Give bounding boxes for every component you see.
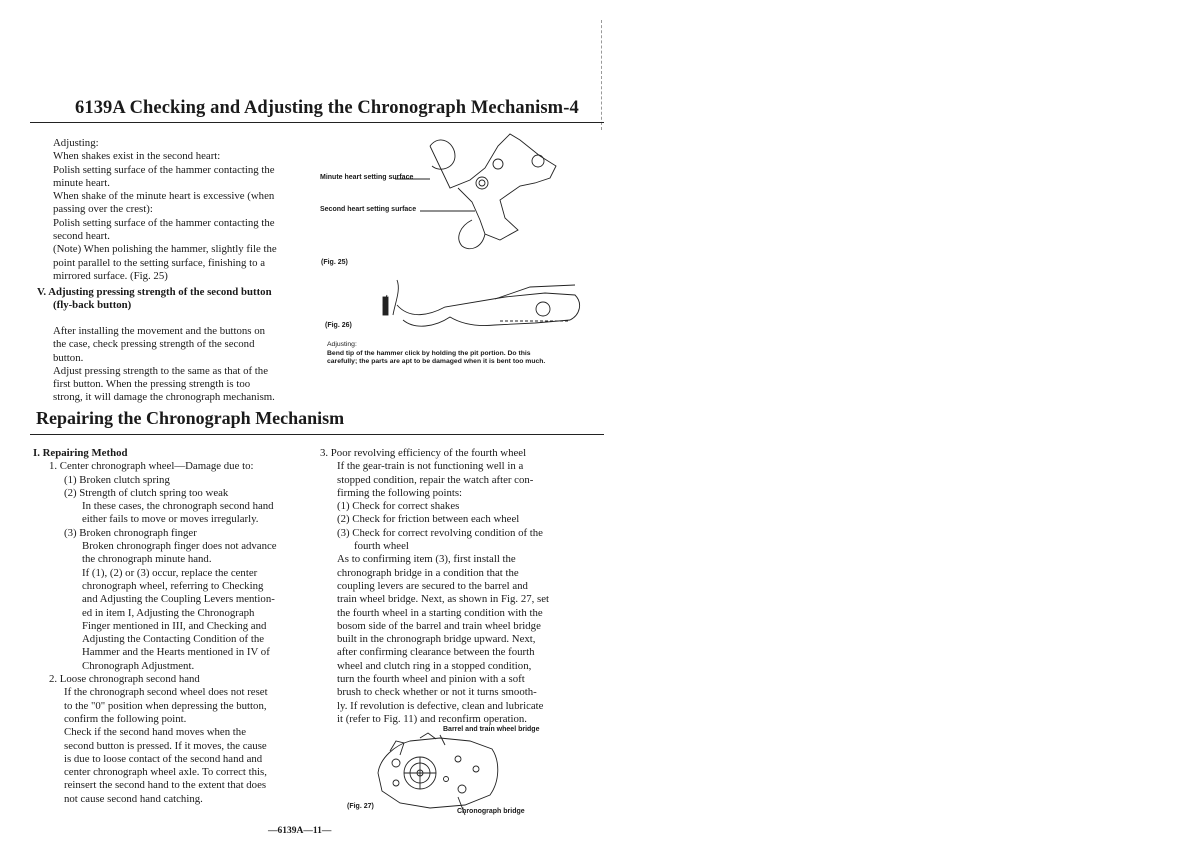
fig25-second-leader [420, 208, 480, 214]
fig26-caption: (Fig. 26) [325, 322, 352, 329]
adjusting-block [53, 137, 277, 283]
fig26-note-line: Adjusting: [327, 341, 357, 348]
left-line: not cause second hand catching. [64, 792, 203, 805]
adjusting-line: point parallel to the setting surface, finishing to a [53, 256, 265, 269]
left-line: In these cases, the chronograph second hand [82, 500, 274, 513]
fig25-minute-label: Minute heart setting surface [320, 174, 414, 181]
section-v-line: strong, it will damage the chronograph mechanism. [53, 391, 275, 404]
fig27-caption: (Fig. 27) [347, 803, 374, 810]
left-line: chronograph wheel, referring to Checking [82, 579, 264, 592]
left-line: Adjusting the Contacting Condition of the [82, 633, 265, 646]
repairing-heading: Repairing the Chronograph Mechanism [36, 408, 345, 428]
adjusting-line: When shakes exist in the second heart: [53, 150, 221, 163]
right-line: train wheel bridge. Next, as shown in Fig. 27, set [337, 593, 550, 606]
fig27-bottom-label: Chronograph bridge [457, 808, 525, 815]
left-line: the chronograph minute hand. [82, 553, 212, 566]
left-line: If (1), (2) or (3) occur, replace the center [82, 566, 258, 579]
left-line: and Adjusting the Coupling Levers mention- [82, 593, 275, 606]
right-line: firming the following points: [337, 486, 463, 499]
right-line: (1) Check for correct shakes [337, 500, 460, 513]
adjusting-line: Adjusting: [53, 137, 99, 149]
section-v-heading-line2: (fly-back button) [53, 299, 132, 312]
section-v-line: After installing the movement and the buttons on [53, 325, 265, 337]
fig26-note-line: carefully; the parts are apt to be damaged when it is bent too much. [327, 358, 546, 366]
right-line: turn the fourth wheel and pinion with a soft [337, 673, 525, 686]
left-line: Hammer and the Hearts mentioned in IV of [82, 646, 270, 659]
section-v-line: the case, check pressing strength of the second [53, 338, 255, 351]
fold-line [601, 20, 602, 130]
left-line: second button is pressed. If it moves, the cause [64, 739, 267, 752]
section-v-heading-line1: V. Adjusting pressing strength of the second button [37, 286, 272, 298]
left-line: 2. Loose chronograph second hand [49, 673, 200, 686]
left-line: (3) Broken chronograph finger [64, 526, 197, 539]
left-line: ed in item I, Adjusting the Chronograph [82, 606, 255, 619]
right-line: the fourth wheel in a starting condition with the [337, 606, 543, 619]
fig26-adjusting-note [327, 341, 545, 367]
left-line: confirm the following point. [64, 712, 187, 725]
left-line: Chronograph Adjustment. [82, 659, 195, 672]
right-line: (2) Check for friction between each wheel [337, 513, 520, 526]
fig27-top-label: Barrel and train wheel bridge [443, 726, 540, 733]
right-line: stopped condition, repair the watch after con- [337, 473, 534, 486]
repairing-right-column [320, 447, 549, 726]
left-line: Finger mentioned in III, and Checking and [82, 619, 267, 632]
left-line: Broken chronograph finger does not advance [82, 540, 277, 553]
right-line: 3. Poor revolving efficiency of the fourth wheel [320, 447, 527, 459]
right-line: If the gear-train is not functioning well in a [337, 460, 524, 473]
adjusting-line: When shake of the minute heart is excessive (when [53, 190, 275, 203]
adjusting-line: (Note) When polishing the hammer, slightly file the [53, 243, 277, 256]
left-line: (1) Broken clutch spring [64, 473, 170, 486]
section-v-body [53, 325, 275, 405]
left-line: is due to loose contact of the second hand and [64, 752, 263, 765]
right-line: ly. If revolution is defective, clean and lubricate [337, 699, 544, 712]
repairing-rule [30, 434, 604, 435]
right-line: brush to check whether or not it turns smooth- [337, 686, 537, 699]
right-line: (3) Check for correct revolving condition of the [337, 526, 543, 539]
left-line: center chronograph wheel axle. To correct this, [64, 766, 267, 779]
adjusting-line: second heart. [53, 230, 110, 243]
left-line: (2) Strength of clutch spring too weak [64, 486, 229, 499]
left-line: Check if the second hand moves when the [64, 726, 246, 739]
section-v-heading [37, 286, 272, 313]
right-line: bosom side of the barrel and train wheel bridge [337, 619, 541, 632]
right-line: As to confirming item (3), first install the [337, 553, 516, 566]
title-rule [30, 122, 604, 123]
left-line: either fails to move or moves irregularly. [82, 513, 259, 526]
page-title: 6139A Checking and Adjusting the Chronograph Mechanism-4 [75, 98, 579, 118]
left-line: 1. Center chronograph wheel—Damage due to: [49, 460, 254, 473]
right-line: wheel and clutch ring in a stopped condition, [337, 659, 532, 672]
right-line: coupling levers are secured to the barrel and [337, 579, 528, 592]
right-line: built in the chronograph bridge upward. Next, [337, 633, 536, 646]
fig25-second-label: Second heart setting surface [320, 206, 417, 213]
section-v-line: button. [53, 351, 84, 364]
adjusting-line: passing over the crest): [53, 203, 153, 216]
left-line: to the "0" position when depressing the button, [64, 699, 267, 712]
fig26-note-line: Bend tip of the hammer click by holding the pit portion. Do this [327, 349, 531, 357]
fig26-hammer-click-drawing [375, 275, 595, 340]
fig25-minute-leader [395, 176, 435, 182]
section-v-line: Adjust pressing strength to the same as that of the [53, 364, 268, 377]
adjusting-line: Polish setting surface of the hammer contacting the [53, 216, 275, 229]
left-line: I. Repairing Method [33, 447, 128, 459]
fig25-caption: (Fig. 25) [321, 259, 348, 266]
right-line: fourth wheel [354, 540, 409, 553]
fig25-hammer-drawing [410, 128, 670, 263]
adjusting-line: mirrored surface. (Fig. 25) [53, 269, 168, 282]
fig27-bridge-drawing [370, 733, 510, 813]
adjusting-line: Polish setting surface of the hammer contacting the [53, 163, 275, 176]
adjusting-line: minute heart. [53, 176, 110, 189]
left-line: reinsert the second hand to the extent that does [64, 779, 267, 792]
page-number: —6139A—11— [268, 826, 332, 836]
right-line: chronograph bridge in a condition that the [337, 566, 519, 579]
right-line: after confirming clearance between the fourth [337, 646, 535, 659]
right-line: it (refer to Fig. 11) and reconfirm operation. [337, 712, 527, 725]
repairing-left-column [33, 447, 277, 806]
left-line: If the chronograph second wheel does not reset [64, 686, 268, 699]
section-v-line: first button. When the pressing strength is too [53, 378, 251, 391]
